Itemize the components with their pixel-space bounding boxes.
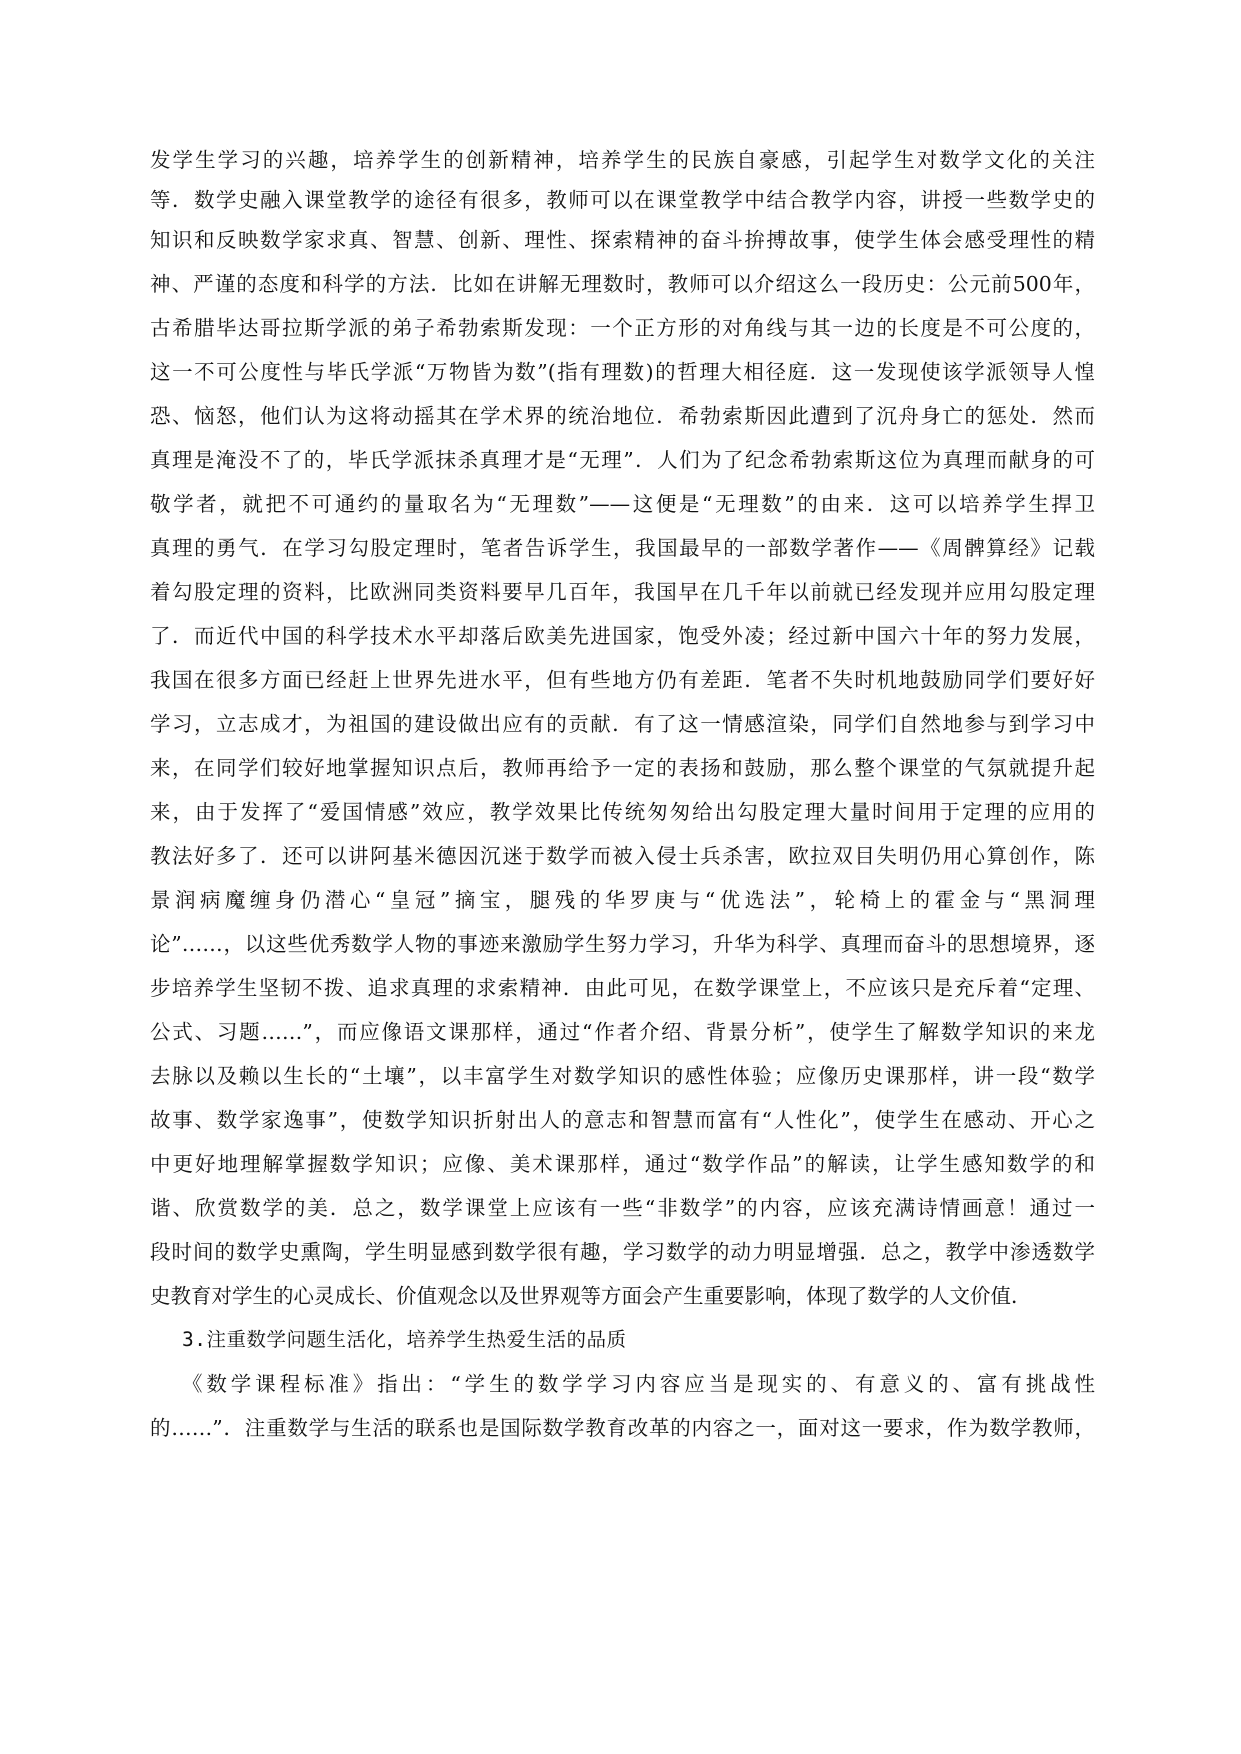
paragraph-2-line-1: 《数学课程标准》指出：“学生的数学学习内容应当是现实的、有意义的、富有挑战性 <box>182 1372 1095 1396</box>
section-heading: 3.注重数学问题生活化，培养学生热爱生活的品质 <box>182 1328 627 1351</box>
paragraph-1-line-13: 我国在很多方面已经赶上世界先进水平，但有些地方仍有差距．笔者不失时机地鼓励同学们要好好 <box>150 668 1095 692</box>
paragraph-1-line-11: 着勾股定理的资料，比欧洲同类资料要早几百年，我国早在几千年以前就已经发现并应用勾股定理 <box>150 580 1095 604</box>
paragraph-1-line-22: 去脉以及赖以生长的“土壤”，以丰富学生对数学知识的感性体验；应像历史课那样，讲一段“数学 <box>150 1064 1095 1088</box>
paragraph-1-line-1: 发学生学习的兴趣，培养学生的创新精神，培养学生的民族自豪感，引起学生对数学文化的关注 <box>150 148 1095 172</box>
paragraph-1-line-12: 了．而近代中国的科学技术水平却落后欧美先进国家，饱受外凌；经过新中国六十年的努力发展， <box>150 624 1095 648</box>
paragraph-1-line-27: 史教育对学生的心灵成长、价值观念以及世界观等方面会产生重要影响，体现了数学的人文价值． <box>150 1284 1032 1308</box>
paragraph-1-line-21: 公式、习题……”，而应像语文课那样，通过“作者介绍、背景分析”，使学生了解数学知识的来龙 <box>150 1020 1095 1044</box>
paragraph-1-line-19: 论”……，以这些优秀数学人物的事迹来激励学生努力学习，升华为科学、真理而奋斗的思想境界，逐 <box>150 932 1095 956</box>
paragraph-1-line-7: 恐、恼怒，他们认为这将动摇其在学术界的统治地位．希勃索斯因此遭到了沉舟身亡的惩处．然而 <box>150 404 1095 428</box>
paragraph-1-line-4: 神、严谨的态度和科学的方法．比如在讲解无理数时，教师可以介绍这么一段历史：公元前500年， <box>150 272 1095 296</box>
paragraph-1-line-17: 教法好多了．还可以讲阿基米德因沉迷于数学而被入侵士兵杀害，欧拉双目失明仍用心算创作，陈 <box>150 844 1095 868</box>
paragraph-1-line-16: 来，由于发挥了“爱国情感”效应，教学效果比传统匆匆给出勾股定理大量时间用于定理的应用的 <box>150 800 1095 824</box>
paragraph-1-line-24: 中更好地理解掌握数学知识；应像、美术课那样，通过“数学作品”的解读，让学生感知数学的和 <box>150 1152 1095 1176</box>
paragraph-1-line-3: 知识和反映数学家求真、智慧、创新、理性、探索精神的奋斗拚搏故事，使学生体会感受理性的精 <box>150 228 1095 252</box>
paragraph-1-line-6: 这一不可公度性与毕氏学派“万物皆为数”(指有理数)的哲理大相径庭．这一发现使该学派领导人惶 <box>150 360 1095 384</box>
paragraph-1-line-20: 步培养学生坚韧不拨、追求真理的求索精神．由此可见，在数学课堂上，不应该只是充斥着“定理、 <box>150 976 1095 1000</box>
paragraph-1-line-8: 真理是淹没不了的，毕氏学派抹杀真理才是“无理”．人们为了纪念希勃索斯这位为真理而献身的可 <box>150 448 1095 472</box>
paragraph-1-line-9: 敬学者，就把不可通约的量取名为“无理数”——这便是“无理数”的由来．这可以培养学生捍卫 <box>150 492 1095 516</box>
paragraph-1-line-10: 真理的勇气．在学习勾股定理时，笔者告诉学生，我国最早的一部数学著作——《周髀算经》记载 <box>150 536 1095 560</box>
paragraph-1-line-15: 来，在同学们较好地掌握知识点后，教师再给予一定的表扬和鼓励，那么整个课堂的气氛就提升起 <box>150 756 1095 780</box>
paragraph-1-line-26: 段时间的数学史熏陶，学生明显感到数学很有趣，学习数学的动力明显增强．总之，教学中渗透数学 <box>150 1240 1095 1264</box>
paragraph-1-line-2: 等．数学史融入课堂教学的途径有很多，教师可以在课堂教学中结合教学内容，讲授一些数学史的 <box>150 188 1095 212</box>
paragraph-1-line-23: 故事、数学家逸事”，使数学知识折射出人的意志和智慧而富有“人性化”，使学生在感动、开心之 <box>150 1108 1095 1132</box>
paragraph-1-line-18: 景润病魔缠身仍潜心“皇冠”摘宝，腿残的华罗庚与“优选法”，轮椅上的霍金与“黑洞理 <box>150 888 1095 912</box>
paragraph-2-line-2: 的……”．注重数学与生活的联系也是国际数学教育改革的内容之一，面对这一要求，作为数学教师， <box>150 1416 1095 1440</box>
paragraph-1-line-5: 古希腊毕达哥拉斯学派的弟子希勃索斯发现：一个正方形的对角线与其一边的长度是不可公度的， <box>150 316 1095 340</box>
paragraph-1-line-25: 谐、欣赏数学的美．总之，数学课堂上应该有一些“非数学”的内容，应该充满诗情画意！通过一 <box>150 1196 1095 1220</box>
paragraph-1-line-14: 学习，立志成才，为祖国的建设做出应有的贡献．有了这一情感渲染，同学们自然地参与到学习中 <box>150 712 1095 736</box>
